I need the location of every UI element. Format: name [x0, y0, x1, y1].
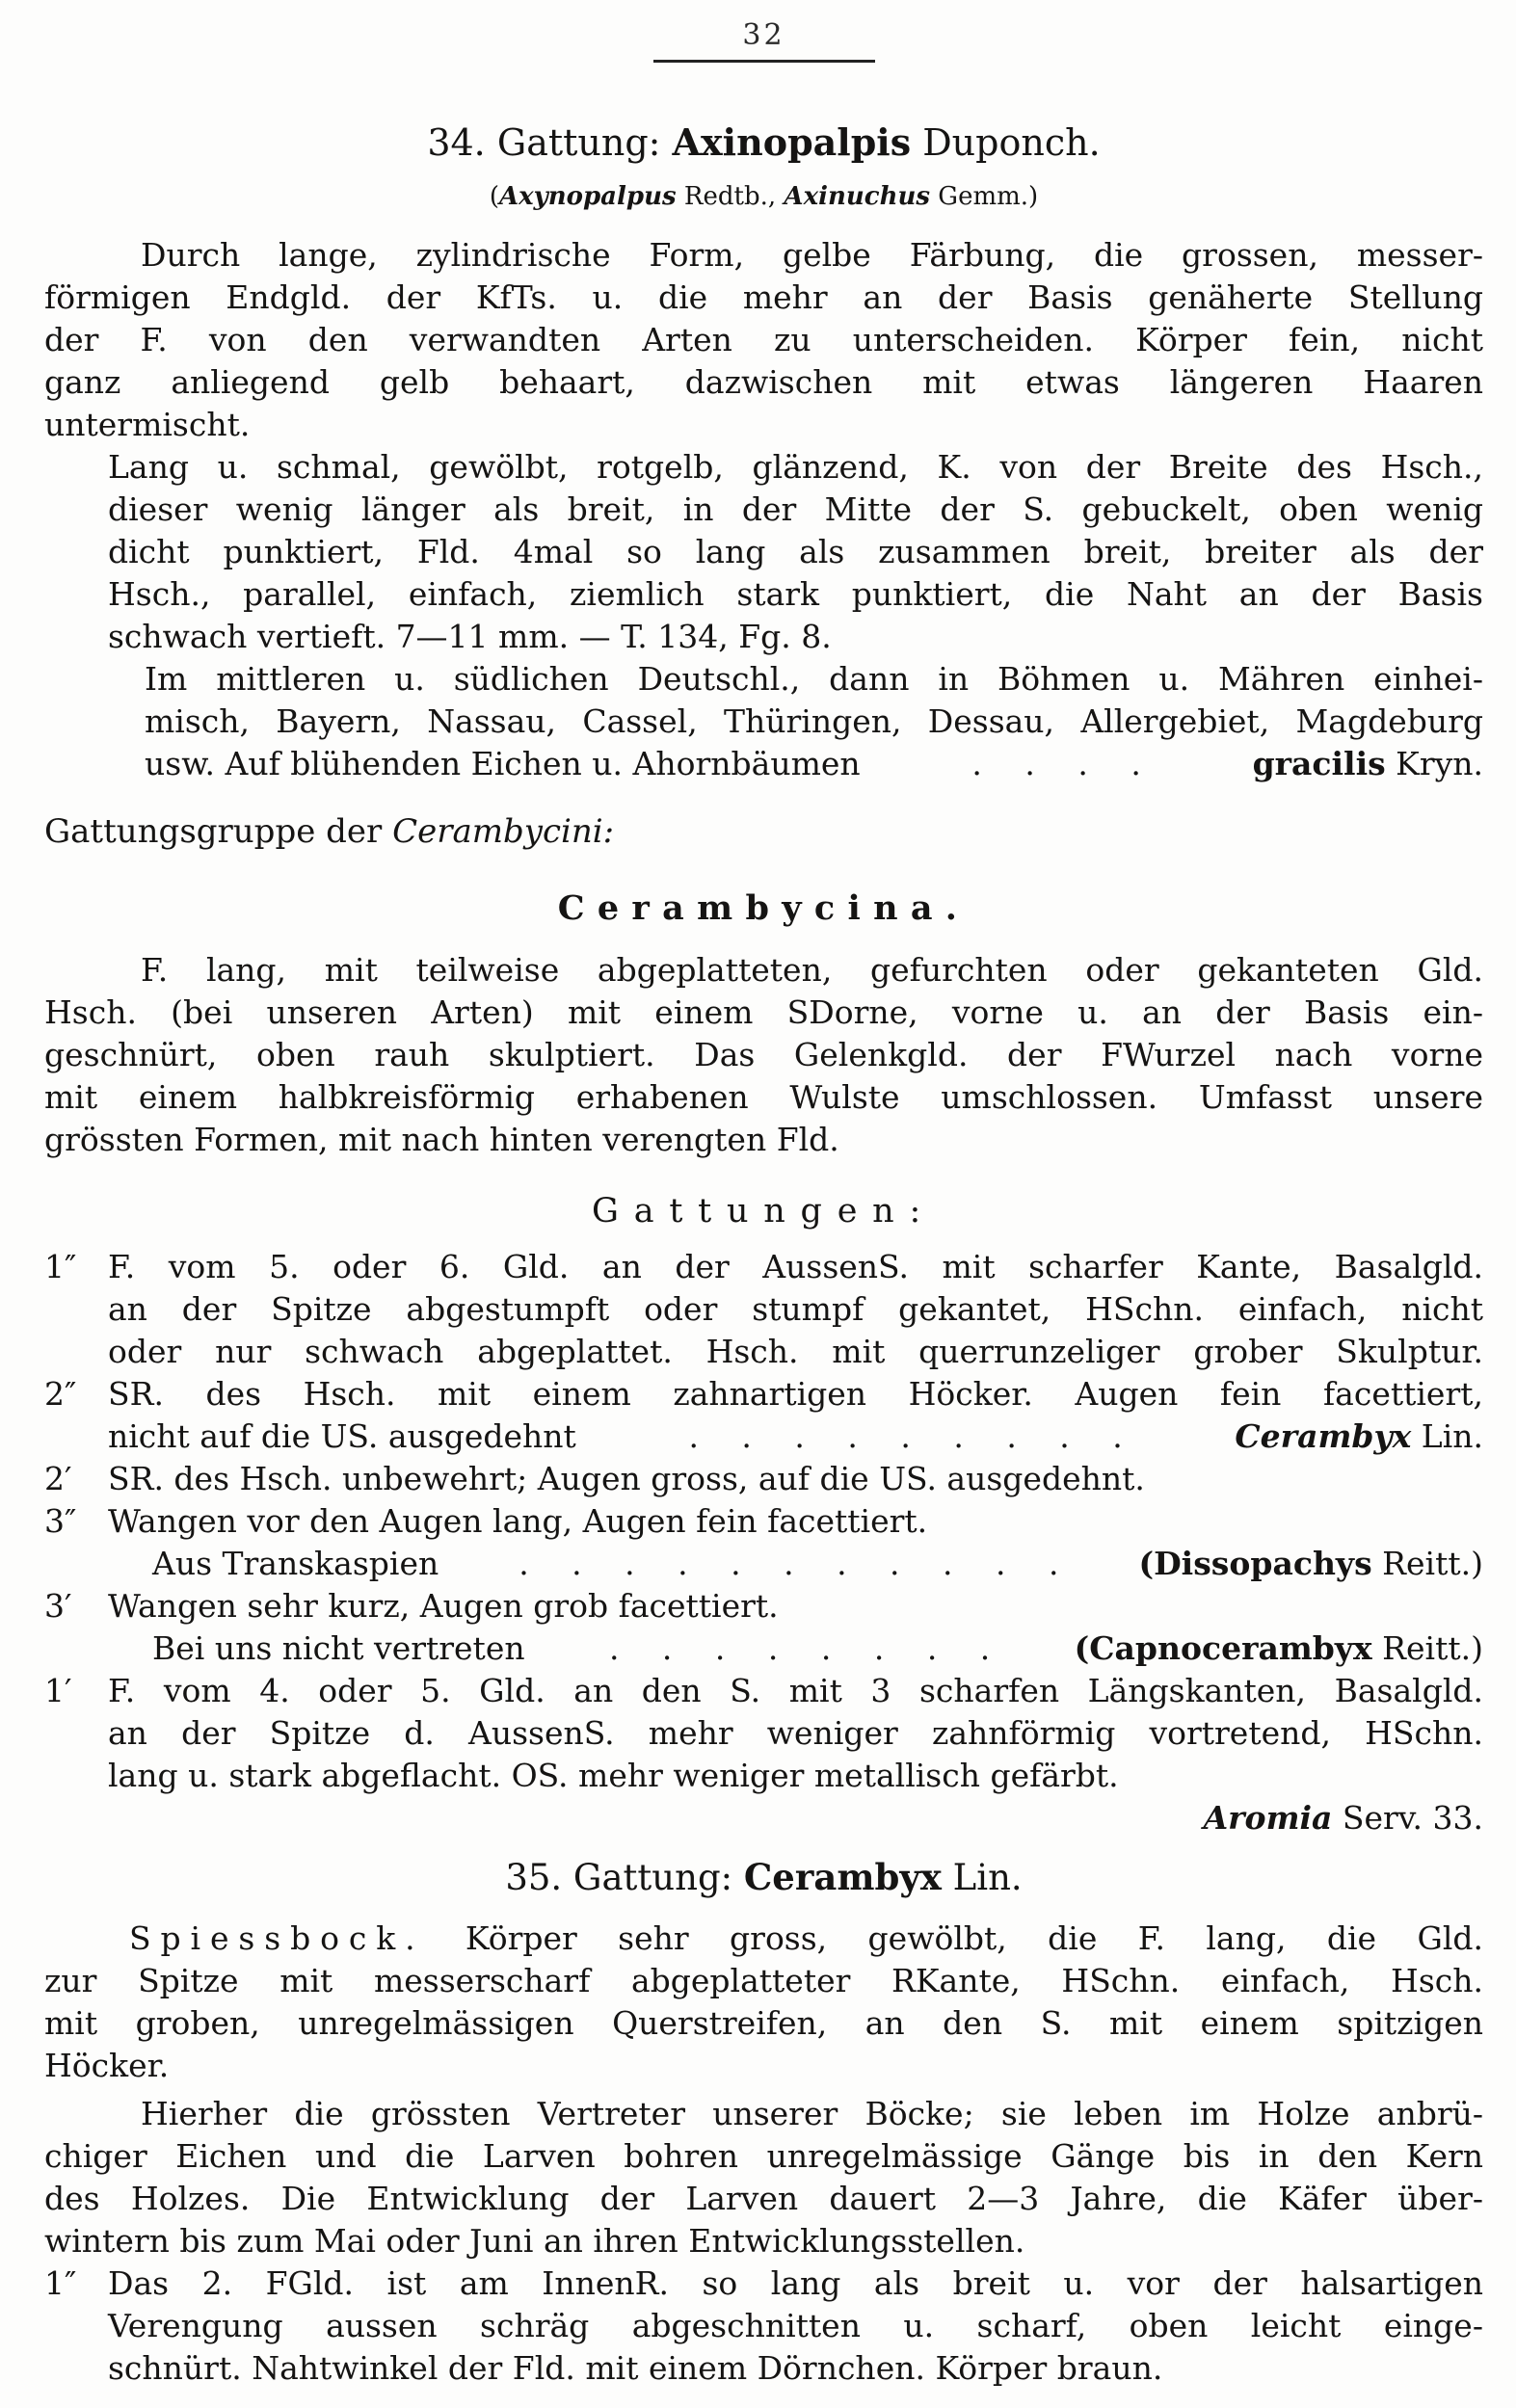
taxon-name [1075, 1627, 1483, 1670]
text-run: Bei uns nicht vertreten [152, 1629, 525, 1667]
text-run: (Dissopachys [1138, 1545, 1372, 1582]
key-couplet-marker: 3′ [44, 1587, 72, 1625]
dot-leader: . . . . [971, 745, 1141, 782]
text-run: 35. Gattung: [505, 1857, 744, 1898]
text-run: Reitt.) [1371, 1629, 1483, 1667]
text-line [44, 1246, 1483, 1288]
key-couplet-marker: 2″ [44, 1375, 77, 1413]
text-line: untermischt. [44, 406, 251, 443]
page-number-rule [653, 60, 875, 63]
text-run: Körper sehr gross, gewölbt, die F. lang, die Gld. [424, 1919, 1483, 1957]
text-line [44, 2262, 1483, 2305]
text-run: Duponch. [911, 121, 1101, 164]
identification-key-cerambyx [44, 2262, 1483, 2390]
text-line [44, 1918, 1483, 1960]
text-run: ( [489, 182, 499, 211]
text-line: schwach vertieft. 7—11 mm. — T. 134, Fg. 8. [108, 618, 832, 655]
text-run: Gattungsgruppe der [44, 812, 393, 851]
key-result-line [108, 1627, 1483, 1670]
text-run: Gemm.) [930, 182, 1039, 211]
text-run: F. vom 4. oder 5. Gld. an den S. mit 3 scharfen Längskanten, Basalgld. [108, 1672, 1483, 1709]
gattungsgruppe-line [44, 810, 1483, 853]
text-run: Lin. [941, 1857, 1023, 1898]
key-couplet-marker: 1′ [44, 1672, 72, 1709]
leader-left-text [152, 1627, 525, 1670]
heading-cerambycina: Cerambycina. [557, 888, 971, 928]
text-line: Hsch. (bei unseren Arten) mit einem SDorne, vorne u. an der Basis ein- [44, 993, 1483, 1031]
leader-left-text [145, 743, 861, 785]
text-line: zur Spitze mit messerscharf abgeplatteter RKante, HSchn. einfach, Hsch. [44, 1962, 1483, 1999]
paragraph-diagnosis [44, 234, 1483, 446]
text-line: chiger Eichen und die Larven bohren unregelmässige Gänge bis in den Kern [44, 2137, 1483, 2175]
text-line [108, 1797, 1483, 1839]
paragraph-spiessbock [44, 1918, 1483, 2087]
genus-35-heading [44, 1853, 1483, 1902]
text-run: Wangen sehr kurz, Augen grob facettiert. [108, 1587, 779, 1625]
text-line [44, 1458, 1483, 1500]
text-run: SR. des Hsch. unbewehrt; Augen gross, auf die US. ausgedehnt. [108, 1460, 1145, 1497]
paragraph-biology [44, 2093, 1483, 2262]
text-line: Verengung aussen schräg abgeschnitten u. scharf, oben leicht einge- [108, 2307, 1483, 2344]
genus-34-synonyms [44, 182, 1483, 211]
text-run: 34. Gattung: [427, 121, 673, 164]
text-run: gracilis [1252, 745, 1386, 782]
text-line: ganz anliegend gelb behaart, dazwischen mit etwas längeren Haaren [44, 363, 1483, 401]
text-line: mit groben, unregelmässigen Querstreifen, an den S. mit einem spitzigen [44, 2004, 1483, 2042]
key-result-line [108, 1416, 1483, 1458]
heading-gattungen: Gattungen: [592, 1192, 936, 1230]
text-run: SR. des Hsch. mit einem zahnartigen Höcker. Augen fein facettiert, [108, 1375, 1483, 1413]
dot-leader: . . . . . . . . . [688, 1417, 1123, 1455]
taxon-name [1138, 1543, 1483, 1585]
text-line: des Holzes. Die Entwicklung der Larven dauert 2—3 Jahre, die Käfer über- [44, 2180, 1483, 2217]
dot-leader: . . . . . . . . . . . [519, 1545, 1059, 1582]
leader-left-text [108, 1416, 576, 1458]
text-line: der F. von den verwandten Arten zu unterscheiden. Körper fein, nicht [44, 321, 1483, 358]
text-run: Das 2. FGld. ist am InnenR. so lang als breit u. vor der halsartigen [108, 2264, 1483, 2302]
text-line: dicht punktiert, Fld. 4mal so lang als zusammen breit, breiter als der [108, 533, 1483, 570]
text-line: oder nur schwach abgeplattet. Hsch. mit querrunzeliger grober Skulptur. [108, 1333, 1483, 1370]
text-run: F. vom 5. oder 6. Gld. an der AussenS. mit scharfer Kante, Basalgld. [108, 1248, 1483, 1285]
dot-leader: . . . . . . . . [608, 1629, 991, 1667]
text-line: schnürt. Nahtwinkel der Fld. mit einem Dörnchen. Körper braun. [108, 2349, 1163, 2387]
text-line: grössten Formen, mit nach hinten verengten Fld. [44, 1121, 839, 1158]
text-line: lang u. stark abgeflacht. OS. mehr weniger metallisch gefärbt. [108, 1757, 1119, 1794]
text-run: Cerambycini: [392, 812, 615, 851]
text-line [44, 1585, 1483, 1627]
paragraph-description [44, 446, 1483, 658]
paragraph-cerambycina-diagnosis [44, 949, 1483, 1161]
key-result-line [145, 743, 1483, 785]
text-run: Reitt.) [1371, 1545, 1483, 1582]
text-line: F. lang, mit teilweise abgeplatteten, gefurchten oder gekanteten Gld. [141, 951, 1483, 989]
text-run: Redtb., [676, 182, 785, 211]
text-line: an der Spitze abgestumpft oder stumpf gekantet, HSchn. einfach, nicht [108, 1290, 1483, 1328]
taxon-name [1253, 743, 1483, 785]
text-run: nicht auf die US. ausgedehnt [108, 1417, 576, 1455]
text-run: usw. Auf blühenden Eichen u. Ahornbäumen [145, 745, 861, 782]
text-line: an der Spitze d. AussenS. mehr weniger zahnförmig vortretend, HSchn. [108, 1714, 1483, 1752]
key-couplet-marker: 3″ [44, 1502, 77, 1540]
key-result-line [108, 1543, 1483, 1585]
key-couplet-marker: 1″ [44, 2264, 77, 2302]
text-line [44, 1670, 1483, 1712]
text-line: förmigen Endgld. der KfTs. u. die mehr an der Basis genäherte Stellung [44, 278, 1483, 316]
text-run: Axinopalpis [672, 120, 912, 164]
identification-key-gattungen [44, 1246, 1483, 1839]
text-run: Cerambyx [1235, 1417, 1412, 1455]
key-couplet-marker: 2′ [44, 1460, 72, 1497]
leader-left-text [152, 1543, 439, 1585]
text-run: Wangen vor den Augen lang, Augen fein facettiert. [108, 1502, 928, 1540]
text-line [44, 1373, 1483, 1416]
text-run: Kryn. [1385, 745, 1483, 782]
text-line [44, 1500, 1483, 1543]
taxon-name [1235, 1416, 1483, 1458]
text-run: Aromia [1203, 1799, 1333, 1837]
text-run: Cerambyx [743, 1856, 942, 1898]
text-run: Axynopalpus [498, 182, 677, 211]
text-line: Im mittleren u. südlichen Deutschl., dann in Böhmen u. Mähren einhei- [145, 660, 1483, 698]
text-run: Spiessbock. [129, 1919, 425, 1957]
text-line: Hierher die grössten Vertreter unserer Böcke; sie leben im Holze anbrü- [141, 2095, 1483, 2132]
text-line: Durch lange, zylindrische Form, gelbe Färbung, die grossen, messer- [141, 236, 1483, 274]
text-line: misch, Bayern, Nassau, Cassel, Thüringen, Dessau, Allergebiet, Magdeburg [145, 702, 1483, 740]
text-line: Hsch., parallel, einfach, ziemlich stark punktiert, die Naht an der Basis [108, 575, 1483, 613]
text-run: (Capnocerambyx [1074, 1629, 1372, 1667]
text-line: wintern bis zum Mai oder Juni an ihren Entwicklungsstellen. [44, 2222, 1025, 2260]
text-run: Serv. 33. [1332, 1799, 1483, 1837]
text-line: dieser wenig länger als breit, in der Mitte der S. gebuckelt, oben wenig [108, 490, 1483, 528]
genus-34-heading [44, 120, 1483, 165]
text-line: Höcker. [44, 2047, 170, 2084]
text-run: Axinuchus [784, 182, 931, 211]
key-couplet-marker: 1″ [44, 1248, 77, 1285]
paragraph-distribution [44, 658, 1483, 785]
text-line: Lang u. schmal, gewölbt, rotgelb, glänzend, K. von der Breite des Hsch., [108, 448, 1483, 486]
text-line: mit einem halbkreisförmig erhabenen Wulste umschlossen. Umfasst unsere [44, 1078, 1483, 1116]
page-number: 32 [742, 18, 785, 52]
text-run: Lin. [1411, 1417, 1483, 1455]
text-run: Aus Transkaspien [152, 1545, 439, 1582]
text-line: geschnürt, oben rauh skulptiert. Das Gelenkgld. der FWurzel nach vorne [44, 1036, 1483, 1073]
